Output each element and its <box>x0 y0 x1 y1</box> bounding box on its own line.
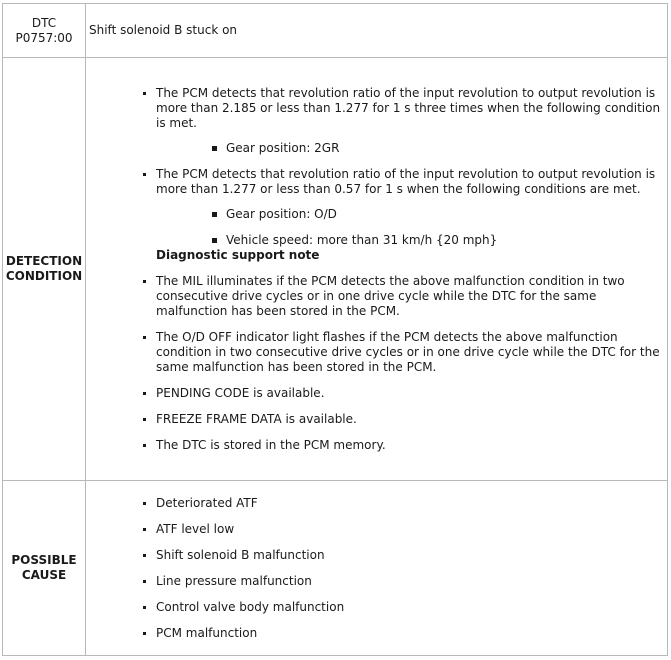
cause-item: Line pressure malfunction <box>142 574 667 589</box>
detection-label-cell <box>3 58 86 481</box>
detection-label-line1: DETECTION <box>5 254 83 268</box>
detection-content <box>86 58 668 481</box>
detection-item <box>142 86 667 156</box>
detection-item-text: The PCM detects that revolution ratio of the input revolution to output revolution is more than 2.185 or less than 1.277 for 1 s three times when the following condition is met. <box>156 85 661 130</box>
cause-label-cell <box>3 481 86 656</box>
detection-subitem: Gear position: O/D <box>212 207 667 222</box>
detection-item <box>142 167 667 248</box>
note-item: The MIL illuminates if the PCM detects the above malfunction condition in two consecutive drive cycles or in one drive cycle while the DTC for the same malfunction has been stored in the PCM. <box>142 274 667 319</box>
detection-sublist-2 <box>156 207 667 248</box>
cause-row <box>3 481 668 656</box>
dtc-label: DTC <box>31 15 57 30</box>
dtc-label-cell <box>3 4 86 58</box>
dtc-row <box>3 4 668 58</box>
note-item: The DTC is stored in the PCM memory. <box>142 438 667 453</box>
cause-content <box>86 481 668 656</box>
detection-row <box>3 58 668 481</box>
note-item: FREEZE FRAME DATA is available. <box>142 412 667 427</box>
detection-list <box>86 86 667 248</box>
cause-item: PCM malfunction <box>142 626 667 641</box>
cause-item: ATF level low <box>142 522 667 537</box>
detection-sublist-1 <box>156 141 667 156</box>
detection-label-line2: CONDITION <box>5 269 83 283</box>
cause-label-line2: CAUSE <box>21 568 67 582</box>
cause-item: Deteriorated ATF <box>142 496 667 511</box>
detection-subitem: Vehicle speed: more than 31 km/h {20 mph} <box>212 233 667 248</box>
cause-item: Shift solenoid B malfunction <box>142 548 667 563</box>
cause-label-line1: POSSIBLE <box>11 553 77 567</box>
cause-item: Control valve body malfunction <box>142 600 667 615</box>
dtc-table <box>2 3 668 656</box>
cause-list <box>86 496 667 641</box>
note-item: PENDING CODE is available. <box>142 386 667 401</box>
diagnostic-note-heading: Diagnostic support note <box>156 247 320 262</box>
detection-item-text: The PCM detects that revolution ratio of the input revolution to output revolution is more than 1.277 or less than 0.57 for 1 s when the following conditions are met. <box>156 166 656 196</box>
note-item: The O/D OFF indicator light flashes if the PCM detects the above malfunction condition in two consecutive drive cycles or in one drive cycle while the DTC for the same malfunction has been stored in the PCM. <box>142 330 667 375</box>
dtc-code: P0757:00 <box>15 30 73 45</box>
diagnostic-note-list <box>86 274 667 453</box>
dtc-description: Shift solenoid B stuck on <box>86 4 668 58</box>
detection-subitem: Gear position: 2GR <box>212 141 667 156</box>
